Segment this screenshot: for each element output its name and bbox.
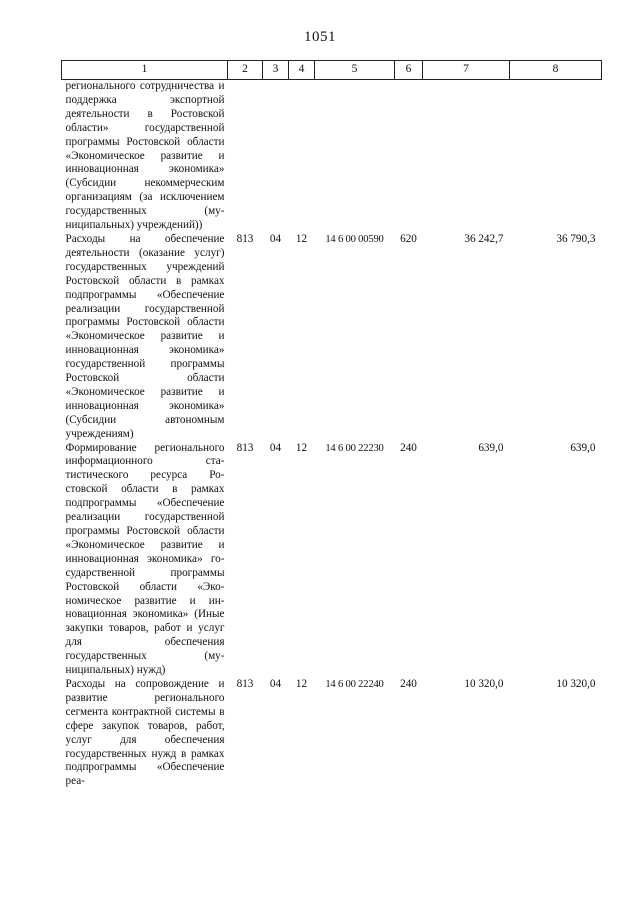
row-description: Расходы на сопровождение и развитие регионального сегмента контрактной системы в сфере закупок товаров, работ, услуг для обеспечения государственных нужд в рамках подпрограммы «Обеспечение реа- <box>65 677 225 788</box>
header-col-3: 3 <box>263 61 289 80</box>
header-col-2: 2 <box>228 61 263 80</box>
row-target-article: 14 6 00 22240 <box>325 678 384 690</box>
row-description: Расходы на обеспечение деятельности (оказание услуг) государственных учреждений Ростовской области в рамках подпрограммы «Обеспечение реализации государственной программы Ростовской области «Экономическое развитие и инновационная экономика» государственной программы Ростовской области «Экономическое развитие и инновационная экономика» (Субсидии автономным учреждениям) <box>65 232 225 440</box>
row-amount-year1 <box>423 80 510 233</box>
row-amount-year2 <box>510 80 602 233</box>
header-col-1: 1 <box>62 61 228 80</box>
table-row <box>62 80 602 233</box>
row-expense-type: 240 <box>400 441 417 454</box>
table-header-row <box>62 61 602 80</box>
row-section: 04 <box>269 677 282 690</box>
row-grbs <box>228 80 263 233</box>
row-target-article: 14 6 00 22230 <box>325 442 384 454</box>
table-row <box>62 678 602 789</box>
table-row <box>62 233 602 442</box>
row-expense-type: 620 <box>400 232 417 245</box>
row-subsection: 12 <box>295 677 308 690</box>
row-grbs: 813 <box>236 232 254 245</box>
row-description: Формирование регионального информационного статистического ресурса Ростовской области в рамках подпрограммы «Обеспечение реализации государственной программы Ростовской области «Экономическое развитие и инновационная экономика» государственной программы Ростовской области «Экономическое развитие и инновационная экономика» (Иные закупки товаров, работ и услуг для обеспечения государственных (муниципальных) нужд) <box>65 441 225 677</box>
row-expense-type <box>395 80 423 233</box>
row-amount-year2: 10 320,0 <box>556 677 596 690</box>
row-description: регионального сотрудничества и поддержка экспортной деятельности в Ростовской области» государственной программы Ростовской области «Экономическое развитие и инновационная экономика» (Субсидии некоммерческим организациям (за исключением государственных (муниципальных) учреждений)) <box>65 80 225 232</box>
header-col-7: 7 <box>423 61 510 80</box>
row-grbs: 813 <box>236 677 254 690</box>
budget-table <box>61 60 602 789</box>
row-subsection <box>289 80 315 233</box>
row-amount-year1: 639,0 <box>478 441 504 454</box>
header-col-5: 5 <box>315 61 395 80</box>
page-number: 1051 <box>304 29 336 45</box>
row-section <box>263 80 289 233</box>
row-subsection: 12 <box>295 232 308 245</box>
table-row <box>62 442 602 678</box>
row-target-article: 14 6 00 00590 <box>325 233 384 245</box>
row-section: 04 <box>269 232 282 245</box>
row-section: 04 <box>269 441 282 454</box>
header-col-8: 8 <box>510 61 602 80</box>
row-amount-year1: 10 320,0 <box>464 677 504 690</box>
row-amount-year2: 639,0 <box>570 441 596 454</box>
row-amount-year1: 36 242,7 <box>464 232 504 245</box>
header-col-4: 4 <box>289 61 315 80</box>
row-grbs: 813 <box>236 441 254 454</box>
row-expense-type: 240 <box>400 677 417 690</box>
row-amount-year2: 36 790,3 <box>556 232 596 245</box>
header-col-6: 6 <box>395 61 423 80</box>
row-subsection: 12 <box>295 441 308 454</box>
row-target-article <box>315 80 395 233</box>
